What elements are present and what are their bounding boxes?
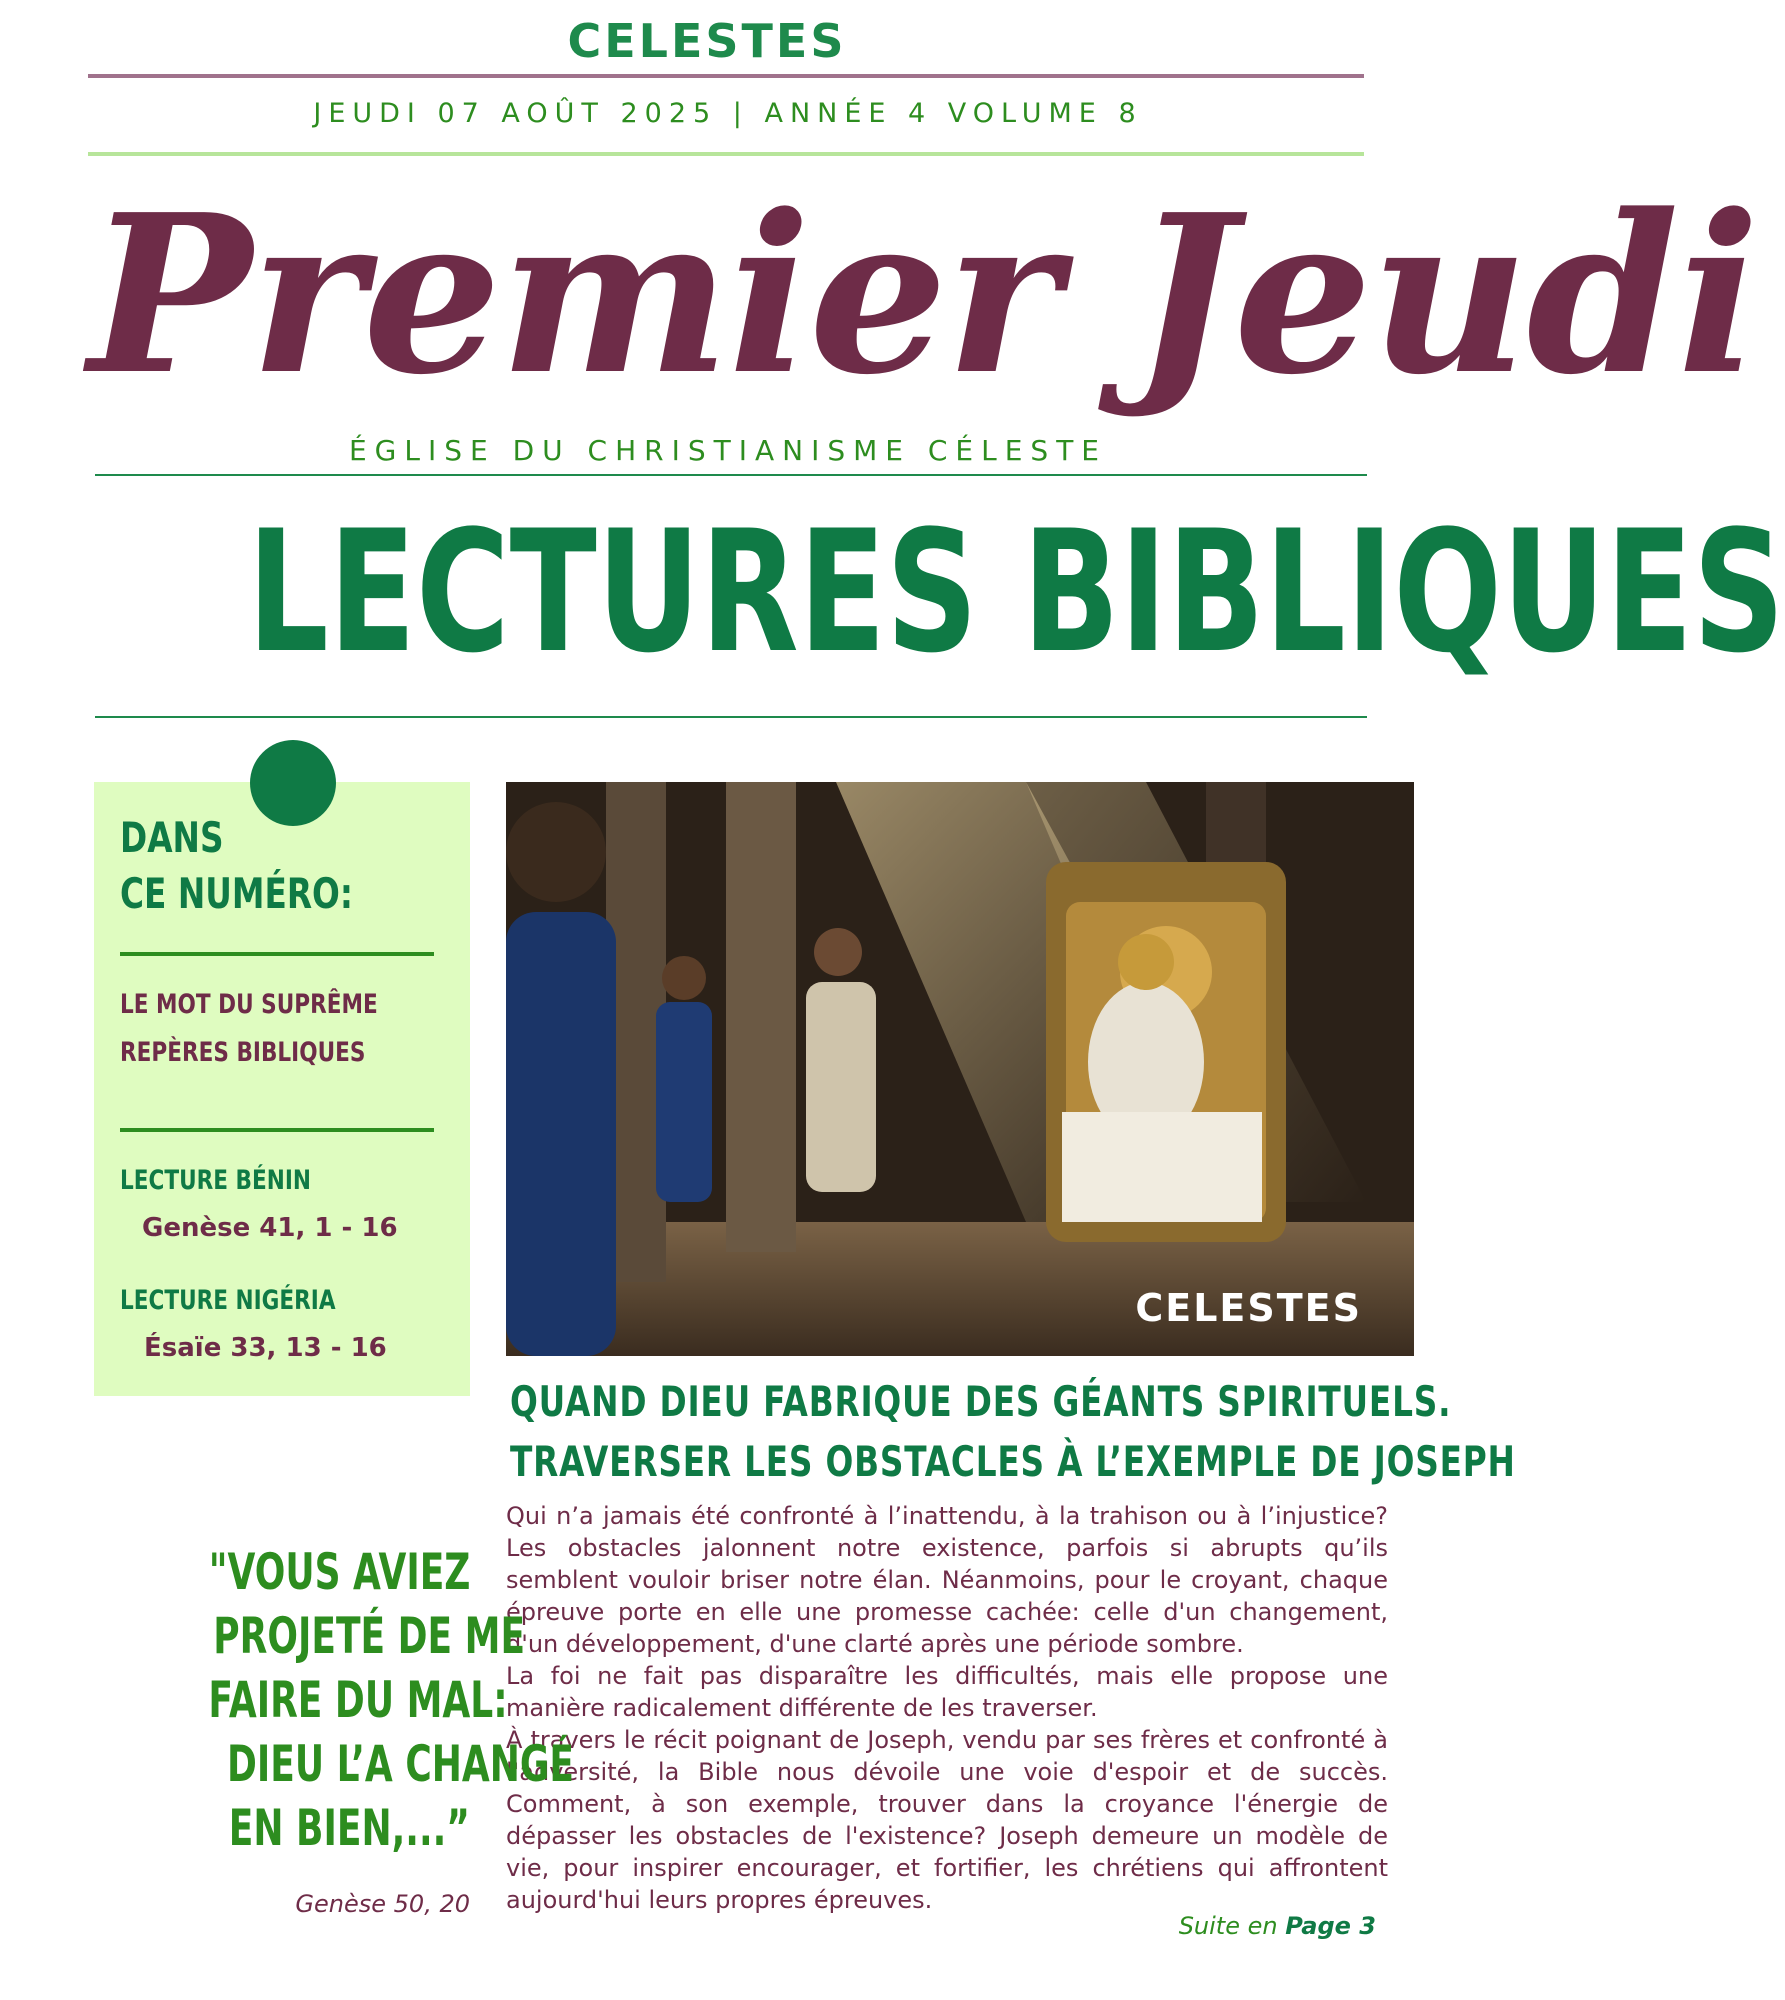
quote-line-text: DIEU L’A CHANGÉ	[226, 1735, 575, 1793]
quote-line-text: "VOUS AVIEZ	[208, 1543, 470, 1601]
quote-reference: Genèse 50, 20	[295, 1890, 470, 1918]
continued-prefix: Suite en	[1178, 1912, 1278, 1940]
quote-line	[92, 1796, 470, 1860]
reading-reference-nigeria: Ésaïe 33, 13 - 16	[144, 1333, 387, 1363]
quote-line-text: EN BIEN,...”	[228, 1799, 470, 1857]
newsletter-title: Premier Jeudi	[88, 167, 1758, 423]
article-paragraph: La foi ne fait pas disparaître les difficultés, mais elle propose une manière radicalement différente de les traverser.	[506, 1662, 1388, 1722]
photo-watermark: CELESTES	[1135, 1286, 1362, 1330]
article-paragraph: Qui n’a jamais été confronté à l’inattendu, à la trahison ou à l’injustice? Les obstacles jalonnent notre existence, parfois si abrupts qu’ils semblent vouloir briser notre élan. Néanmoins, pour le croyant, chaque épreuve porte en elle une promesse cachée: celle d'un changement, d'un développement, d'une clarté après une période sombre.	[506, 1502, 1388, 1658]
contents-divider-1	[120, 952, 434, 956]
reading-label-benin: LECTURE BÉNIN	[120, 1165, 311, 1196]
headline-bottom-rule	[95, 716, 1367, 718]
article-title	[510, 1372, 1516, 1492]
continued-note[interactable]	[1179, 1912, 1376, 1940]
issue-dateline: JEUDI 07 AOÛT 2025 | ANNÉE 4 VOLUME 8	[313, 98, 1143, 129]
quote-line-text: FAIRE DU MAL:	[208, 1671, 508, 1729]
article-title-line1: QUAND DIEU FABRIQUE DES GÉANTS SPIRITUELS.	[510, 1377, 1452, 1426]
reading-label-nigeria: LECTURE NIGÉRIA	[120, 1285, 336, 1316]
quote-line	[92, 1732, 575, 1796]
reading-reference-benin: Genèse 41, 1 - 16	[142, 1213, 398, 1243]
church-name: ÉGLISE DU CHRISTIANISME CÉLESTE	[348, 434, 1107, 467]
contents-item-mot-du-supreme[interactable]: LE MOT DU SUPRÊME	[120, 989, 378, 1020]
top-divider	[88, 74, 1364, 78]
article-title-line2: TRAVERSER LES OBSTACLES À L’EXEMPLE DE JOSEPH	[510, 1437, 1516, 1486]
article-paragraph: À travers le récit poignant de Joseph, vendu par ses frères et confronté à l'adversité, la Bible nous dévoile une voie d'espoir et de succès. Comment, à son exemple, trouver dans la croyance l'énergie de dépasser les obstacles de l'existence? Joseph demeure un modèle de vie, pour inspirer encourager, et fortifier, les chrétiens qui affrontent aujourd'hui leurs propres épreuves.	[506, 1726, 1388, 1914]
section-headline: LECTURES BIBLIQUES	[247, 494, 1785, 690]
brand-logo: CELESTES	[567, 14, 847, 68]
contents-heading	[120, 810, 377, 922]
contents-heading-line1: DANS	[120, 813, 224, 862]
contents-divider-2	[120, 1128, 434, 1132]
headline-top-rule	[95, 474, 1367, 476]
article-body	[506, 1500, 1388, 1916]
illustration-art	[506, 782, 1414, 1356]
contents-item-reperes-bibliques[interactable]: REPÈRES BIBLIQUES	[120, 1037, 366, 1068]
continued-page-link[interactable]: Page 3	[1285, 1912, 1376, 1940]
quote-line	[92, 1668, 508, 1732]
quote-line	[92, 1604, 526, 1668]
contents-heading-line2: CE NUMÉRO:	[120, 869, 354, 918]
pull-quote	[92, 1540, 575, 1860]
joseph-pharaoh-illustration	[506, 782, 1414, 1356]
quote-line-text: PROJETÉ DE ME	[213, 1607, 526, 1665]
quote-line	[92, 1540, 470, 1604]
